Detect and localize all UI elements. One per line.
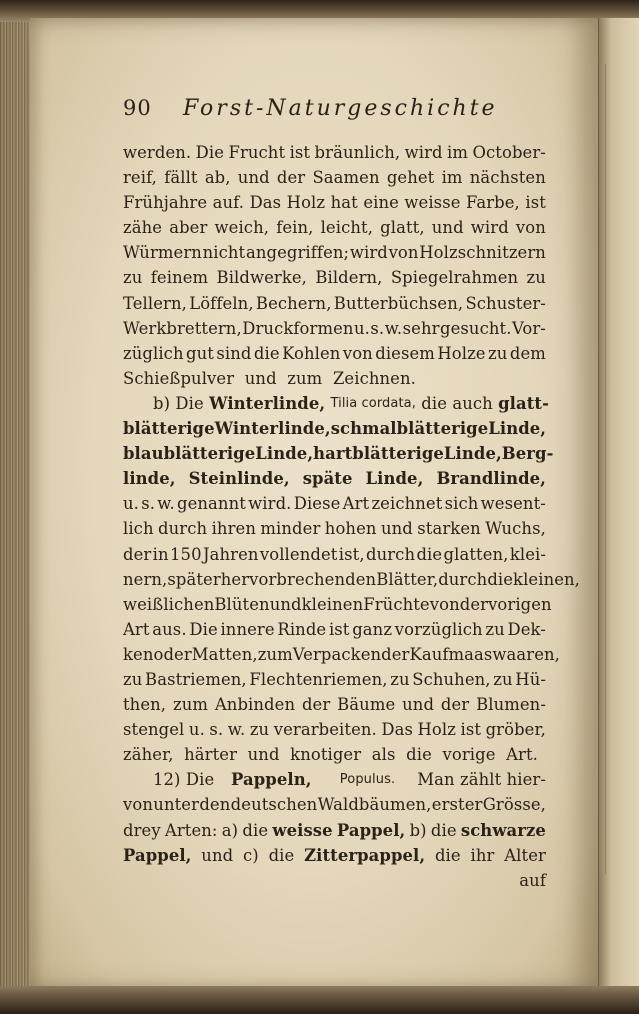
word: glatten, — [443, 544, 509, 564]
word: then, — [123, 695, 167, 715]
word: w. — [384, 318, 403, 338]
word: sich — [444, 494, 479, 514]
word: Art — [123, 619, 150, 639]
word: Das — [249, 193, 282, 213]
word: verarbeiten. — [273, 720, 377, 740]
word: blaublätterige — [123, 444, 256, 464]
word: Brandlinde, — [436, 469, 546, 489]
word: die — [434, 845, 461, 865]
word: genannt — [177, 494, 246, 514]
word: u. — [354, 318, 370, 338]
word: Grösse, — [482, 795, 546, 815]
text-segment: Winterlinde, — [209, 393, 326, 413]
word: weich, — [214, 218, 270, 238]
word: weißlichen — [123, 594, 215, 614]
word: Matten, — [191, 644, 258, 664]
word: der — [123, 544, 152, 564]
word: Die — [195, 143, 225, 162]
word: die — [242, 820, 269, 840]
word: von — [123, 795, 153, 815]
word: von — [515, 218, 546, 238]
word: stengel — [123, 720, 185, 740]
word: wird — [470, 218, 509, 238]
word: Bechern, — [255, 293, 332, 313]
word: dem — [509, 343, 546, 363]
word: reif, — [123, 168, 157, 188]
word: Blumen- — [476, 695, 546, 715]
word: Bildern, — [315, 268, 383, 288]
word: Waldbäumen, — [317, 795, 432, 815]
word: Linde, — [488, 419, 547, 439]
word: w. — [227, 720, 246, 740]
text-segment: die auch — [415, 393, 499, 413]
facing-page-rule — [605, 64, 606, 874]
word: Blüten — [214, 594, 270, 614]
word: zeichnet — [371, 494, 443, 514]
word: vollendet — [259, 544, 338, 564]
word: der — [459, 594, 489, 614]
word: Linde, — [365, 469, 424, 489]
word: gesucht. — [440, 318, 512, 338]
word: hat — [330, 193, 358, 213]
text-line — [123, 567, 580, 592]
word: angegriffen; — [245, 243, 350, 263]
word: der — [440, 695, 470, 715]
word: Pappel, — [123, 845, 192, 865]
word: fällt — [164, 168, 198, 188]
text-line — [123, 792, 546, 817]
word: die — [253, 343, 280, 363]
word: vorzüglich — [394, 619, 483, 639]
text-line — [123, 466, 546, 491]
word: werden. — [123, 143, 192, 162]
word: Rinde — [277, 619, 327, 639]
word: s. — [209, 720, 224, 740]
word: vorigen — [488, 594, 552, 614]
word: im — [441, 168, 463, 188]
word: glatt, — [380, 218, 425, 238]
word: Zitterpappel, — [304, 845, 426, 865]
word: lich — [123, 519, 154, 539]
text-segment: b) Die — [153, 393, 210, 413]
word: erster — [431, 795, 483, 815]
word: feinem — [150, 268, 209, 288]
word: zum — [172, 695, 209, 715]
word: zu — [526, 268, 546, 288]
word: Winterlinde, — [214, 419, 331, 439]
word: zu — [249, 720, 270, 740]
word: sehr — [402, 318, 440, 338]
word: Das — [381, 720, 413, 740]
text-line — [123, 366, 546, 391]
word: auf. — [212, 193, 245, 213]
text-line — [123, 341, 546, 366]
word: aber — [169, 218, 208, 238]
word: ist — [328, 619, 350, 639]
text-line — [123, 617, 546, 642]
word: Blätter, — [376, 569, 439, 589]
text-line — [123, 516, 546, 541]
word: in — [152, 544, 169, 564]
body-text — [123, 140, 580, 893]
word: nächsten — [469, 168, 546, 188]
word: drey — [123, 820, 161, 840]
word: Verpacken — [292, 644, 382, 664]
word: Steinlinde, — [188, 469, 290, 489]
word: Frucht — [228, 143, 286, 162]
word: Kaufmaaswaaren, — [409, 644, 560, 664]
word: Berg- — [501, 444, 554, 464]
book-binding-bottom — [0, 986, 639, 1014]
text-line — [123, 265, 546, 290]
word: Tellern, — [123, 293, 187, 313]
word: blätterige — [123, 419, 215, 439]
word: wesent- — [480, 494, 546, 514]
word: Die — [189, 619, 218, 639]
word: ist — [525, 193, 546, 213]
page-stack-edge — [0, 0, 30, 1014]
text-segment: Pappeln, — [231, 770, 312, 790]
text-line — [123, 692, 546, 717]
text-segment: Tilia cordata, — [330, 395, 416, 411]
word: ihr — [470, 845, 495, 865]
word: Arten: — [164, 820, 218, 840]
word: a) — [221, 820, 239, 840]
text-segment: Populus. — [339, 772, 396, 788]
word: zu — [493, 669, 513, 689]
text-segment — [323, 767, 328, 792]
word: zu — [123, 268, 143, 288]
word: unter — [153, 795, 200, 815]
word: Dek- — [507, 619, 546, 639]
word: züglich — [123, 343, 184, 363]
word: fein, — [276, 218, 314, 238]
word: w. — [157, 494, 175, 514]
word: der — [276, 168, 306, 188]
word: wird — [404, 143, 443, 162]
word: b) — [409, 820, 427, 840]
word: zähe — [123, 218, 163, 238]
word: der — [381, 644, 410, 664]
word: diesem — [375, 343, 435, 363]
word: Linde, — [443, 444, 502, 464]
word: die — [268, 845, 295, 865]
word: ist — [460, 720, 482, 740]
word: nicht — [202, 243, 246, 263]
text-line — [123, 767, 546, 792]
word: u. — [123, 494, 139, 514]
word: Holz — [417, 720, 456, 740]
word: späte — [302, 469, 353, 489]
word: Kohlen — [282, 343, 341, 363]
word: kleinen, — [513, 569, 580, 589]
text-line — [123, 190, 546, 215]
word: im — [447, 143, 469, 162]
word: schmalblätterige — [330, 419, 489, 439]
text-line — [123, 416, 546, 441]
word: 150 — [170, 544, 202, 564]
word: zu — [123, 669, 143, 689]
word: von — [342, 343, 373, 363]
word: Linde, — [255, 444, 314, 464]
word: hervorbrechenden — [220, 569, 377, 589]
word: starken — [417, 519, 481, 539]
text-segment: glatt- — [498, 393, 549, 413]
word: Spiegelrahmen — [390, 268, 519, 288]
word: und — [269, 594, 302, 614]
page-number: 90 — [123, 96, 152, 120]
word: und — [402, 695, 435, 715]
word: Diese — [293, 494, 341, 514]
word: zu — [390, 669, 410, 689]
word: Holzschnitzern — [419, 243, 546, 263]
word: ganz — [352, 619, 393, 639]
word: Flechtenriemen, — [249, 669, 388, 689]
text-line — [123, 441, 554, 466]
text-segment: Schießpulver und zum Zeichnen. — [123, 368, 416, 388]
text-line — [123, 215, 546, 240]
word: wird — [349, 243, 388, 263]
text-segment: auf — [519, 870, 546, 890]
word: ihren — [211, 519, 256, 539]
word: der — [301, 695, 331, 715]
word: ist, — [338, 544, 365, 564]
text-line — [123, 391, 549, 416]
text-segment: Man zählt hier- — [406, 770, 546, 790]
text-line — [123, 742, 546, 767]
text-line — [123, 843, 546, 868]
word: gut — [186, 343, 214, 363]
word: Vor- — [511, 318, 546, 338]
page-text-block — [123, 96, 580, 893]
word: leicht, — [320, 218, 374, 238]
word: und — [201, 845, 234, 865]
word: Frühjahre — [123, 193, 208, 213]
word: Früchte — [363, 594, 430, 614]
word: Druckformen — [242, 318, 354, 338]
text-line — [123, 868, 546, 893]
word: eine — [363, 193, 399, 213]
word: Hü- — [515, 669, 546, 689]
word: linde, — [123, 469, 176, 489]
word: gehet — [386, 168, 435, 188]
word: u. — [188, 720, 205, 740]
text-segment: zäher, härter und knotiger als die vorige Art. — [123, 745, 538, 765]
word: und — [237, 168, 270, 188]
word: die — [416, 544, 443, 564]
word: weisse — [404, 193, 461, 213]
word: durch — [158, 519, 208, 539]
word: nern, — [123, 569, 168, 589]
word: weisse — [272, 820, 333, 840]
word: aus. — [152, 619, 187, 639]
word: s. — [370, 318, 385, 338]
word: Holze — [437, 343, 486, 363]
word: Holz — [286, 193, 326, 213]
page-header — [123, 96, 546, 140]
word: Wuchs, — [485, 519, 546, 539]
text-line — [123, 717, 546, 742]
word: hohen — [324, 519, 377, 539]
word: den — [199, 795, 231, 815]
word: c) — [243, 845, 259, 865]
word: von — [429, 594, 460, 614]
text-line — [123, 291, 546, 316]
word: hartblätterige — [313, 444, 444, 464]
text-line — [123, 818, 546, 843]
word: wird. — [248, 494, 292, 514]
text-line — [123, 667, 546, 692]
word: Alter — [504, 845, 546, 865]
word: schwarze — [460, 820, 546, 840]
word: zum — [257, 644, 293, 664]
word: s. — [141, 494, 156, 514]
word: oder — [153, 644, 192, 664]
text-line — [123, 316, 546, 341]
word: gröber, — [485, 720, 546, 740]
word: ist — [289, 143, 311, 162]
word: Farbe, — [466, 193, 520, 213]
running-head: Forst-Naturgeschichte — [183, 96, 498, 121]
word: durch — [438, 569, 488, 589]
text-line — [123, 542, 546, 567]
word: deutschen — [230, 795, 318, 815]
word: klei- — [509, 544, 546, 564]
word: bräunlich, — [314, 143, 401, 162]
word: innere — [220, 619, 275, 639]
word: Saamen — [312, 168, 380, 188]
word: minder — [260, 519, 321, 539]
word: ab, — [204, 168, 231, 188]
word: Bildwerke, — [216, 268, 307, 288]
word: Löffeln, — [189, 293, 254, 313]
word: Bäume — [337, 695, 396, 715]
text-line — [123, 642, 560, 667]
word: Schuster- — [465, 293, 546, 313]
word: kleinen — [301, 594, 364, 614]
word: Würmern — [123, 243, 202, 263]
word: später — [167, 569, 221, 589]
text-line — [123, 491, 546, 516]
word: die — [487, 569, 514, 589]
word: Werkbrettern, — [123, 318, 242, 338]
text-line — [123, 140, 546, 165]
word: und — [431, 218, 464, 238]
text-segment: 12) Die — [153, 770, 220, 790]
word: von — [388, 243, 419, 263]
word: sind — [216, 343, 252, 363]
word: Art — [342, 494, 370, 514]
word: ken — [123, 644, 154, 664]
word: durch — [366, 544, 416, 564]
word: October- — [472, 143, 546, 162]
word: Schuhen, — [412, 669, 491, 689]
word: Jahren — [202, 544, 259, 564]
text-line — [123, 592, 552, 617]
word: zu — [488, 343, 508, 363]
word: Pappel, — [336, 820, 406, 840]
word: zu — [485, 619, 505, 639]
word: und — [380, 519, 413, 539]
word: Anbinden — [214, 695, 296, 715]
word: Butterbüchsen, — [333, 293, 464, 313]
word: die — [430, 820, 457, 840]
word: Bastriemen, — [145, 669, 247, 689]
text-line — [123, 240, 546, 265]
text-line — [123, 165, 546, 190]
